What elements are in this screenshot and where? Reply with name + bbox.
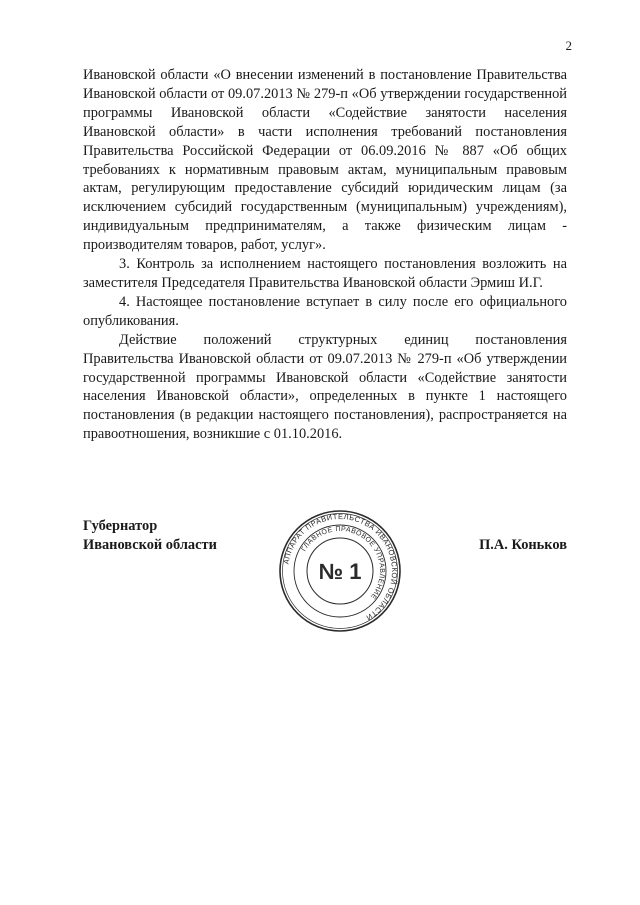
stamp-number: № 1 bbox=[318, 559, 362, 584]
document-body bbox=[83, 66, 567, 444]
stamp-seal-graphic bbox=[278, 509, 402, 633]
paragraph-4-effective-date: 4. Настоящее постановление вступает в силу после его официального опубликования. bbox=[83, 293, 567, 329]
paragraph-1-continuation: Ивановской области «О внесении изменений в постановление Правительства Ивановской области от 09.07.2013 № 279-п «Об утверждении государственной программы Ивановской области «Содействие занятости населения Ивановской области» в части исполнения требований постановления Правительства Российской Федерации от 06.09.2016 № 887 «Об общих требованиях к нормативным правовым актам, муниципальным правовым актам, регулирующим предоставление субсидий юридическим лицам (за исключением субсидий государственным (муниципальным) учреждениям), индивидуальным предпринимателям, а также физическим лицам - производителям товаров, работ, услуг». bbox=[83, 67, 567, 254]
signature-block bbox=[83, 511, 567, 627]
page-number: 2 bbox=[565, 38, 572, 53]
paragraph-3-control: 3. Контроль за исполнением настоящего постановления возложить на заместителя Председателя Правительства Ивановской области Эрмиш И.Г. bbox=[83, 256, 567, 291]
signatory-title bbox=[83, 517, 217, 555]
signatory-name: П.А. Коньков bbox=[479, 537, 567, 553]
stamp-outer-text: АППАРАТ ПРАВИТЕЛЬСТВА ИВАНОВСКОЙ ОБЛАСТИ bbox=[281, 511, 400, 623]
stamp-inner-text: ГЛАВНОЕ ПРАВОВОЕ УПРАВЛЕНИЕ bbox=[300, 525, 386, 601]
signatory-title-line-2: Ивановской области bbox=[83, 537, 217, 553]
paragraph-retroactive-effect: Действие положений структурных единиц постановления Правительства Ивановской области от 09.07.2013 № 279-п «Об утверждении государственной программы Ивановской области «Содействие занятости населения Ивановской области», определенных в пункте 1 настоящего постановления (в редакции настоящего постановления), распространяется на правоотношения, возникшие с 01.10.2016. bbox=[83, 331, 567, 443]
signatory-title-line-1: Губернатор bbox=[83, 518, 158, 534]
official-stamp bbox=[278, 509, 402, 633]
